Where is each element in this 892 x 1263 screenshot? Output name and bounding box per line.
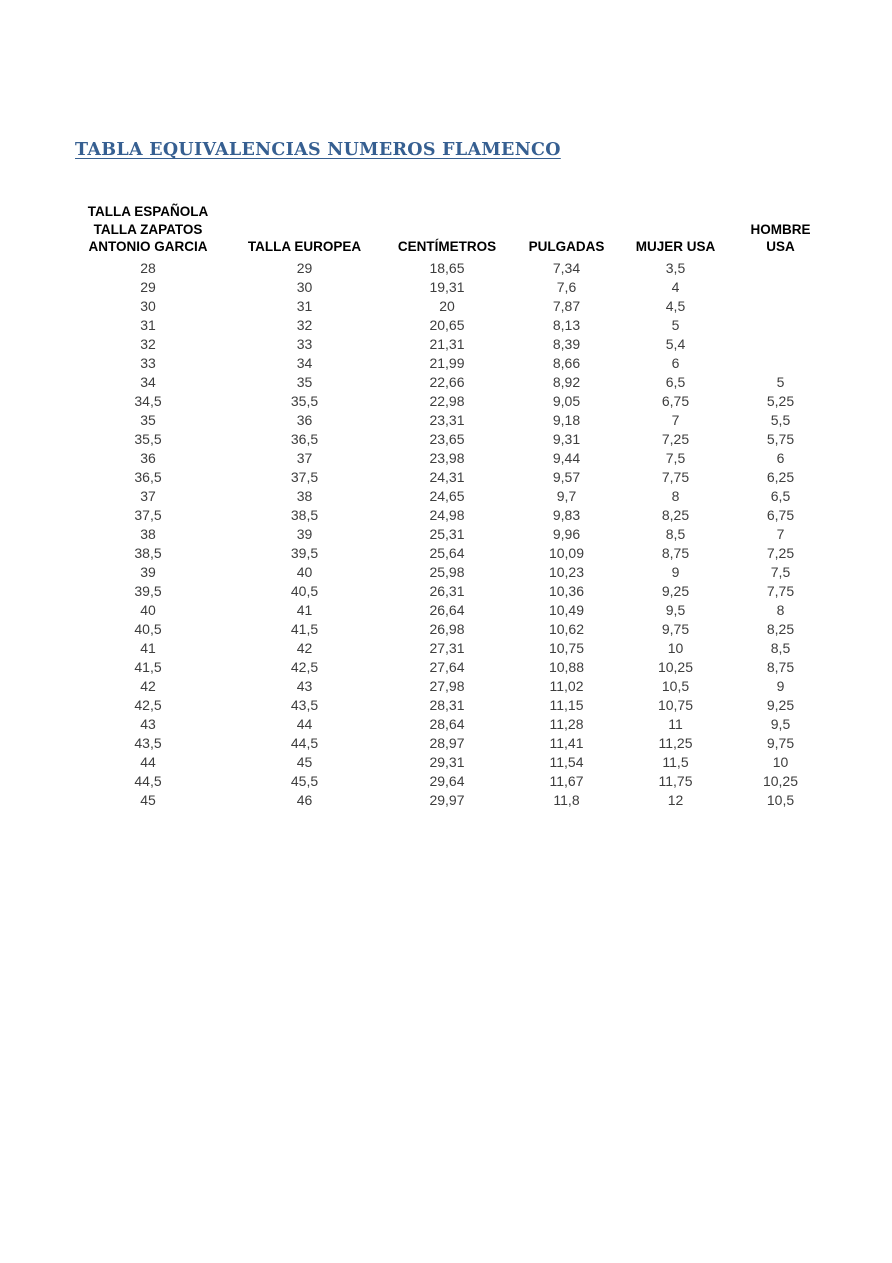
cell: 44 <box>140 753 156 770</box>
cell: 24,98 <box>429 506 465 523</box>
cell: 12 <box>667 791 684 808</box>
cell: 9,31 <box>552 430 581 447</box>
cell: 9,96 <box>552 525 581 542</box>
table-row <box>70 715 832 734</box>
table-row <box>70 525 832 544</box>
cell: 9,05 <box>552 392 581 409</box>
table-header <box>70 203 832 259</box>
cell: 36 <box>296 411 313 428</box>
cell: 42,5 <box>134 696 162 713</box>
column-header-line: TALLA ESPAÑOLA <box>87 204 209 219</box>
cell: 5,4 <box>665 335 686 352</box>
cell: 45,5 <box>290 772 319 789</box>
cell: 7,75 <box>661 468 690 485</box>
cell: 24,65 <box>429 487 465 504</box>
cell: 10,25 <box>762 772 799 789</box>
cell: 26,64 <box>429 601 465 618</box>
cell: 11,54 <box>549 753 584 770</box>
cell: 4,5 <box>665 297 686 314</box>
cell: 23,31 <box>429 411 465 428</box>
cell: 9,44 <box>552 449 581 466</box>
column-header-line: PULGADAS <box>528 239 605 254</box>
cell: 6 <box>671 354 680 371</box>
cell: 8,25 <box>661 506 690 523</box>
cell: 33 <box>140 354 156 371</box>
cell: 5 <box>671 316 680 333</box>
table-row <box>70 734 832 753</box>
cell: 38 <box>296 487 313 504</box>
cell: 11,41 <box>549 734 584 751</box>
cell: 5,25 <box>766 392 795 409</box>
cell: 19,31 <box>429 278 465 295</box>
cell: 10 <box>667 639 684 656</box>
cell: 44,5 <box>290 734 319 751</box>
table-row <box>70 791 832 810</box>
cell: 10,5 <box>661 677 690 694</box>
cell: 10,5 <box>766 791 795 808</box>
cell: 27,31 <box>429 639 465 656</box>
cell: 36 <box>140 449 156 466</box>
page-title: TABLA EQUIVALENCIAS NUMEROS FLAMENCO <box>75 140 561 160</box>
cell: 8,75 <box>661 544 690 561</box>
cell: 8,5 <box>770 639 791 656</box>
cell: 39 <box>140 563 156 580</box>
cell: 7 <box>671 411 680 428</box>
table-row <box>70 259 832 278</box>
table-row <box>70 354 832 373</box>
cell: 6,25 <box>766 468 795 485</box>
column-header <box>226 203 383 259</box>
cell: 9,5 <box>665 601 686 618</box>
cell: 46 <box>296 791 313 808</box>
table-row <box>70 753 832 772</box>
cell: 8,75 <box>766 658 795 675</box>
cell: 6 <box>776 449 785 466</box>
cell: 22,98 <box>429 392 465 409</box>
cell: 37 <box>296 449 313 466</box>
cell: 37,5 <box>134 506 162 523</box>
cell: 8,66 <box>552 354 581 371</box>
cell: 22,66 <box>429 373 465 390</box>
table-row <box>70 430 832 449</box>
cell: 7,6 <box>556 278 577 295</box>
table-row <box>70 297 832 316</box>
table-row <box>70 544 832 563</box>
cell: 40 <box>140 601 156 618</box>
cell: 29 <box>296 259 313 276</box>
cell: 29,64 <box>429 772 465 789</box>
cell: 25,98 <box>429 563 465 580</box>
cell: 7 <box>776 525 785 542</box>
cell: 32 <box>296 316 313 333</box>
cell: 11,8 <box>553 791 580 808</box>
cell: 8,25 <box>766 620 795 637</box>
cell: 21,31 <box>429 335 465 352</box>
cell: 11,5 <box>662 753 689 770</box>
column-header-line: TALLA ZAPATOS <box>93 221 203 237</box>
cell: 35,5 <box>134 430 162 447</box>
table-row <box>70 373 832 392</box>
cell: 11,15 <box>549 696 584 713</box>
cell: 23,98 <box>429 449 465 466</box>
cell: 7,87 <box>552 297 581 314</box>
cell: 25,31 <box>429 525 465 542</box>
cell: 11,67 <box>549 772 584 789</box>
cell: 37,5 <box>290 468 319 485</box>
table-row <box>70 772 832 791</box>
cell: 28,64 <box>429 715 465 732</box>
cell: 28,31 <box>429 696 465 713</box>
cell: 10,49 <box>548 601 585 618</box>
cell: 9,7 <box>556 487 577 504</box>
column-header-line: TALLA EUROPEA <box>247 239 362 254</box>
cell: 38 <box>140 525 156 542</box>
cell: 3,5 <box>665 259 686 276</box>
cell: 39,5 <box>134 582 162 599</box>
cell: 30 <box>140 297 156 314</box>
cell: 41,5 <box>134 658 162 675</box>
cell: 6,75 <box>661 392 690 409</box>
cell: 39,5 <box>290 544 319 561</box>
cell: 39 <box>296 525 313 542</box>
cell: 10,88 <box>548 658 585 675</box>
column-header-line: ANTONIO GARCIA <box>88 239 208 254</box>
cell: 8 <box>671 487 680 504</box>
table-row <box>70 278 832 297</box>
cell: 9,83 <box>552 506 581 523</box>
column-header <box>383 203 511 259</box>
table-row <box>70 620 832 639</box>
cell: 9,75 <box>661 620 690 637</box>
cell: 8,92 <box>552 373 581 390</box>
cell: 44,5 <box>134 772 162 789</box>
table-row <box>70 335 832 354</box>
cell: 42 <box>140 677 156 694</box>
cell <box>729 316 832 335</box>
cell: 43 <box>140 715 156 732</box>
cell: 9,25 <box>766 696 795 713</box>
cell: 43 <box>296 677 313 694</box>
cell: 36,5 <box>134 468 162 485</box>
column-header <box>729 203 832 259</box>
cell: 40,5 <box>134 620 162 637</box>
cell: 36,5 <box>290 430 319 447</box>
cell <box>729 259 832 278</box>
cell: 24,31 <box>429 468 465 485</box>
cell: 40 <box>296 563 313 580</box>
cell: 35,5 <box>290 392 319 409</box>
cell: 9,5 <box>770 715 791 732</box>
cell: 10,25 <box>657 658 694 675</box>
column-header <box>622 203 729 259</box>
cell: 10,75 <box>657 696 694 713</box>
cell: 9 <box>776 677 785 694</box>
cell: 9,75 <box>766 734 795 751</box>
table-row <box>70 392 832 411</box>
cell: 45 <box>296 753 313 770</box>
cell: 43,5 <box>134 734 162 751</box>
cell: 11,25 <box>658 734 693 751</box>
column-header <box>511 203 622 259</box>
cell: 35 <box>140 411 156 428</box>
cell: 6,5 <box>665 373 686 390</box>
cell: 11 <box>668 715 683 732</box>
cell: 31 <box>140 316 156 333</box>
cell: 9,57 <box>552 468 581 485</box>
table-body <box>70 259 832 810</box>
cell: 42 <box>296 639 313 656</box>
cell: 25,64 <box>429 544 465 561</box>
cell: 28,97 <box>429 734 465 751</box>
table-row <box>70 449 832 468</box>
column-header-line: MUJER USA <box>635 239 716 254</box>
cell: 18,65 <box>429 259 465 276</box>
cell: 10,36 <box>548 582 585 599</box>
cell: 31 <box>296 297 313 314</box>
cell: 10,62 <box>548 620 585 637</box>
cell: 8 <box>776 601 785 618</box>
column-header-line: CENTÍMETROS <box>397 239 497 254</box>
cell: 4 <box>671 278 680 295</box>
cell: 34 <box>296 354 313 371</box>
cell: 10 <box>772 753 789 770</box>
cell: 7,25 <box>766 544 795 561</box>
header-row <box>70 203 832 259</box>
cell: 20,65 <box>429 316 465 333</box>
cell: 10,23 <box>548 563 585 580</box>
cell: 7,75 <box>766 582 795 599</box>
table-row <box>70 316 832 335</box>
cell: 29,31 <box>429 753 465 770</box>
table-row <box>70 411 832 430</box>
cell: 10,09 <box>548 544 585 561</box>
cell: 5,5 <box>770 411 791 428</box>
cell: 27,98 <box>429 677 465 694</box>
column-header <box>70 203 226 259</box>
table-row <box>70 468 832 487</box>
cell <box>729 297 832 316</box>
cell: 11,28 <box>549 715 584 732</box>
cell: 7,5 <box>665 449 686 466</box>
cell: 20 <box>439 297 455 314</box>
cell: 5,75 <box>766 430 795 447</box>
cell: 10,75 <box>548 639 585 656</box>
table-row <box>70 506 832 525</box>
cell: 8,39 <box>552 335 581 352</box>
cell: 26,31 <box>429 582 465 599</box>
cell: 35 <box>296 373 313 390</box>
cell: 11,02 <box>549 677 584 694</box>
cell: 26,98 <box>429 620 465 637</box>
table-row <box>70 696 832 715</box>
cell: 23,65 <box>429 430 465 447</box>
cell: 21,99 <box>429 354 465 371</box>
column-header-line: USA <box>766 239 795 254</box>
cell: 9,18 <box>552 411 581 428</box>
cell: 33 <box>296 335 313 352</box>
table-row <box>70 582 832 601</box>
table-row <box>70 677 832 696</box>
table-row <box>70 601 832 620</box>
cell: 28 <box>140 259 156 276</box>
cell: 7,25 <box>661 430 690 447</box>
cell: 7,5 <box>770 563 791 580</box>
cell: 41,5 <box>290 620 319 637</box>
cell: 29,97 <box>429 791 465 808</box>
cell: 41 <box>296 601 313 618</box>
cell: 45 <box>140 791 156 808</box>
cell <box>729 278 832 297</box>
cell: 27,64 <box>429 658 465 675</box>
cell: 42,5 <box>290 658 319 675</box>
size-equivalence-table <box>70 203 832 810</box>
cell: 40,5 <box>290 582 319 599</box>
cell: 44 <box>296 715 313 732</box>
cell: 6,75 <box>766 506 795 523</box>
cell <box>729 354 832 373</box>
cell: 41 <box>140 639 156 656</box>
cell: 8,5 <box>665 525 686 542</box>
cell: 6,5 <box>770 487 791 504</box>
cell: 9,25 <box>661 582 690 599</box>
cell: 34,5 <box>134 392 162 409</box>
cell: 37 <box>140 487 156 504</box>
cell: 9 <box>671 563 680 580</box>
table-row <box>70 639 832 658</box>
cell: 11,75 <box>658 772 693 789</box>
cell: 5 <box>776 373 785 390</box>
table-row <box>70 658 832 677</box>
table-row <box>70 563 832 582</box>
cell: 34 <box>140 373 156 390</box>
cell: 38,5 <box>290 506 319 523</box>
cell: 38,5 <box>134 544 162 561</box>
cell: 43,5 <box>290 696 319 713</box>
column-header-line: HOMBRE <box>750 221 811 237</box>
table-row <box>70 487 832 506</box>
cell <box>729 335 832 354</box>
cell: 7,34 <box>552 259 581 276</box>
cell: 8,13 <box>552 316 581 333</box>
cell: 32 <box>140 335 156 352</box>
cell: 29 <box>140 278 156 295</box>
cell: 30 <box>296 278 313 295</box>
